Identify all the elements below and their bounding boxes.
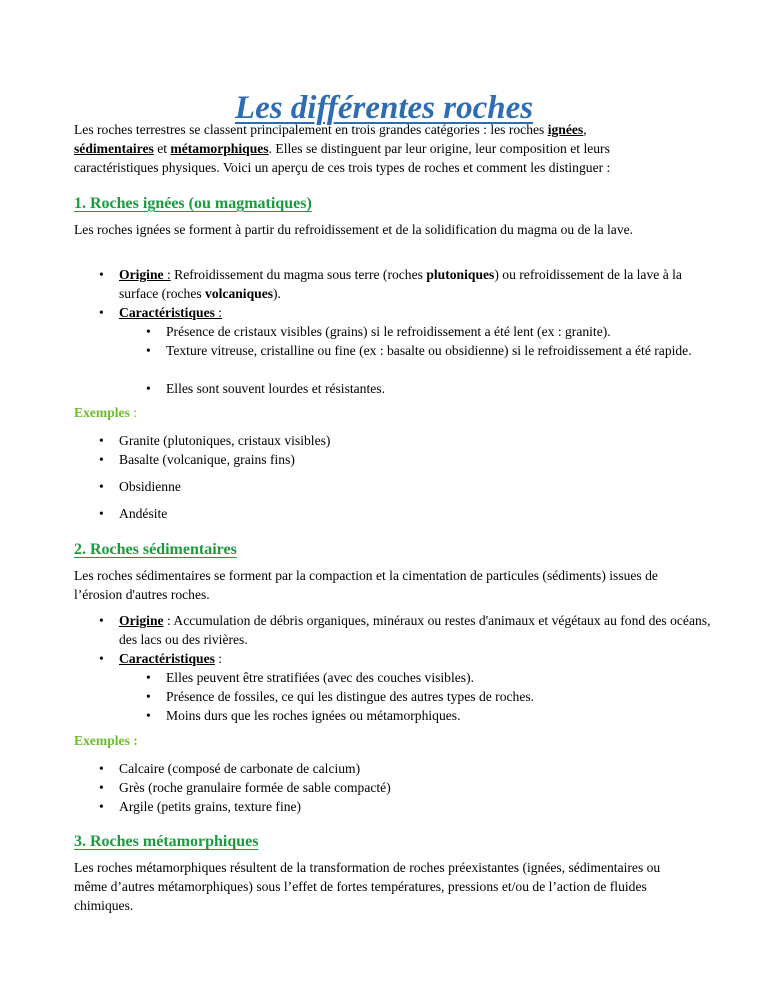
bullet-icon: • bbox=[146, 708, 151, 723]
origin-text-2: ) ou refroidissement de la lave à la surface (roches bbox=[119, 267, 682, 302]
examples-label-sedimentary: Exemples : bbox=[74, 733, 138, 748]
section-heading-sedimentary: 2. Roches sédimentaires bbox=[74, 541, 237, 558]
term-ignees: ignées bbox=[547, 122, 584, 137]
origin-text: Refroidissement du magma sous terre (roches bbox=[170, 267, 427, 282]
example-item bbox=[99, 450, 715, 469]
bullet-icon: • bbox=[146, 324, 151, 339]
term-metamorphiques: métamorphiques bbox=[170, 141, 269, 157]
bullet-icon: • bbox=[99, 651, 104, 666]
example-text: Calcaire (composé de carbonate de calcium) bbox=[119, 761, 361, 776]
origin-label: Origine bbox=[119, 267, 164, 282]
bullet-icon: • bbox=[99, 433, 104, 448]
page-title: Les différentes roches bbox=[234, 90, 534, 127]
term-sedimentaires: sédimentaires bbox=[74, 141, 154, 157]
examples-label: Exemples bbox=[74, 405, 130, 420]
section-desc-metamorphic: Les roches métamorphiques résultent de la transformation de roches préexistantes (ignées, sédimentaires ou même d’autres métamorphiques) sous l’effet de fortes températures, pressions et/ou de l’action de fluides chimiques. bbox=[74, 860, 661, 914]
characteristics-label: Caractéristiques bbox=[119, 651, 215, 666]
list-item-origin bbox=[99, 611, 715, 649]
intro-paragraph bbox=[74, 120, 694, 178]
sub-list-item bbox=[146, 706, 718, 725]
origin-label: Origine bbox=[119, 613, 164, 628]
bullet-icon: • bbox=[99, 506, 104, 521]
characteristic-text: Texture vitreuse, cristalline ou fine (ex : basalte ou obsidienne) si le refroidissement a été rapide. bbox=[166, 343, 692, 358]
bullet-icon: • bbox=[146, 343, 151, 358]
section-heading-igneous: 1. Roches ignées (ou magmatiques) bbox=[74, 195, 312, 212]
example-item bbox=[99, 797, 715, 816]
bullet-icon: • bbox=[99, 613, 104, 628]
sub-list-item bbox=[146, 668, 718, 687]
sub-list-item bbox=[146, 322, 718, 341]
characteristic-text: Elles peuvent être stratifiées (avec des couches visibles). bbox=[166, 670, 475, 685]
characteristics-colon: : bbox=[214, 305, 223, 320]
bullet-icon: • bbox=[146, 670, 151, 685]
intro-and: et bbox=[153, 141, 171, 157]
example-text: Granite (plutoniques, cristaux visibles) bbox=[119, 433, 331, 448]
intro-text: Les roches terrestres se classent principalement en trois grandes catégories : les roches bbox=[74, 122, 548, 137]
examples-label-igneous bbox=[74, 404, 137, 422]
origin-plutoniques: plutoniques bbox=[426, 267, 495, 282]
intro-comma: , bbox=[583, 122, 587, 137]
bullet-icon: • bbox=[99, 267, 104, 282]
sub-list-item bbox=[146, 687, 718, 706]
bullet-icon: • bbox=[99, 799, 104, 814]
characteristic-text: Présence de fossiles, ce qui les distingue des autres types de roches. bbox=[166, 689, 535, 704]
example-text: Grès (roche granulaire formée de sable compacté) bbox=[119, 780, 391, 795]
example-item bbox=[99, 504, 715, 523]
bullet-icon: • bbox=[99, 761, 104, 776]
list-item-characteristics bbox=[99, 303, 715, 322]
bullet-icon: • bbox=[146, 689, 151, 704]
characteristic-text: Moins durs que les roches ignées ou métamorphiques. bbox=[166, 708, 461, 723]
list-item-origin bbox=[99, 265, 715, 303]
bullet-icon: • bbox=[99, 305, 104, 320]
example-text: Basalte (volcanique, grains fins) bbox=[119, 452, 295, 467]
bullet-icon: • bbox=[99, 780, 104, 795]
list-item-characteristics bbox=[99, 649, 715, 668]
example-text: Obsidienne bbox=[119, 479, 181, 494]
bullet-icon: • bbox=[146, 381, 151, 396]
section-desc-sedimentary: Les roches sédimentaires se forment par la compaction et la cimentation de particules (sédiments) issues de l’érosion d'autres roches. bbox=[74, 568, 658, 603]
example-item bbox=[99, 431, 715, 450]
section-desc-igneous: Les roches ignées se forment à partir du refroidissement et de la solidification du magma ou de la lave. bbox=[74, 222, 634, 237]
example-item bbox=[99, 477, 715, 496]
intro-text-end: . Elles se distinguent par leur origine, leur composition et leurs caractéristiques physiques. Voici un aperçu de ces trois types de roches et comment les distinguer : bbox=[74, 141, 611, 176]
origin-colon: : bbox=[163, 267, 171, 282]
section-heading-metamorphic: 3. Roches métamorphiques bbox=[74, 833, 259, 850]
examples-colon: : bbox=[129, 405, 138, 420]
example-text: Andésite bbox=[119, 506, 168, 521]
characteristic-text: Présence de cristaux visibles (grains) si le refroidissement a été lent (ex : granite). bbox=[166, 324, 611, 339]
example-text: Argile (petits grains, texture fine) bbox=[119, 799, 302, 814]
bullet-icon: • bbox=[99, 452, 104, 467]
origin-volcaniques: volcaniques bbox=[205, 286, 274, 302]
characteristics-label: Caractéristiques bbox=[119, 305, 215, 320]
characteristic-text: Elles sont souvent lourdes et résistantes. bbox=[166, 381, 385, 396]
origin-text-3: ). bbox=[273, 286, 281, 302]
example-item bbox=[99, 759, 715, 778]
example-item bbox=[99, 778, 715, 797]
origin-text: : Accumulation de débris organiques, minéraux ou restes d'animaux et végétaux au fond des océans, des lacs ou des rivières. bbox=[119, 613, 711, 648]
bullet-icon: • bbox=[99, 479, 104, 494]
sub-list-item bbox=[146, 341, 718, 360]
sub-list-item bbox=[146, 379, 718, 398]
characteristics-colon: : bbox=[214, 651, 223, 666]
